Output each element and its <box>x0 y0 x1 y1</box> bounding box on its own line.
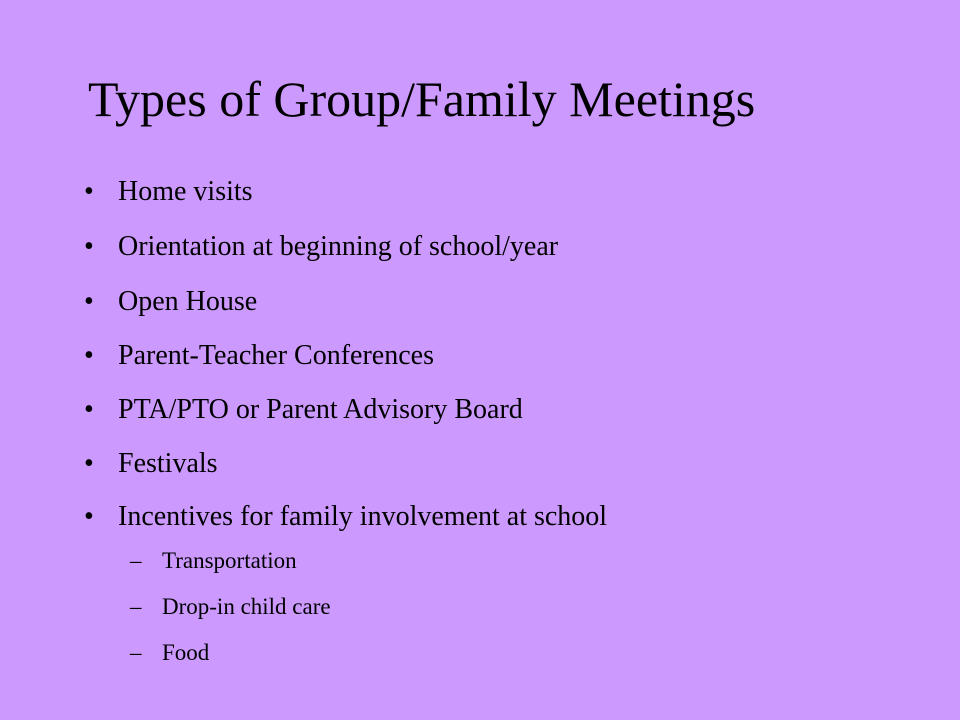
list-item-text: Orientation at beginning of school/year <box>118 231 559 262</box>
sub-list-item-text: Drop-in child care <box>162 594 331 619</box>
sub-list-item-text: Transportation <box>162 548 297 573</box>
sub-list-item-text: Food <box>162 640 210 665</box>
bullet-icon: • <box>84 340 94 371</box>
bullet-icon: • <box>84 394 94 425</box>
list-item-text: Open House <box>118 286 258 317</box>
dash-icon: – <box>130 640 142 665</box>
bullet-icon: • <box>84 286 94 317</box>
list-item-text: Parent-Teacher Conferences <box>118 340 434 371</box>
list-item-text: Festivals <box>118 448 218 479</box>
list-item-text: Home visits <box>118 176 253 207</box>
dash-icon: – <box>130 548 142 573</box>
dash-icon: – <box>130 594 142 619</box>
bullet-icon: • <box>84 448 94 479</box>
bullet-icon: • <box>84 501 94 532</box>
list-item-text: Incentives for family involvement at school <box>118 501 608 532</box>
bullet-icon: • <box>84 176 94 207</box>
bullet-icon: • <box>84 231 94 262</box>
list-item-text: PTA/PTO or Parent Advisory Board <box>118 394 523 425</box>
slide-title: Types of Group/Family Meetings <box>88 71 756 127</box>
